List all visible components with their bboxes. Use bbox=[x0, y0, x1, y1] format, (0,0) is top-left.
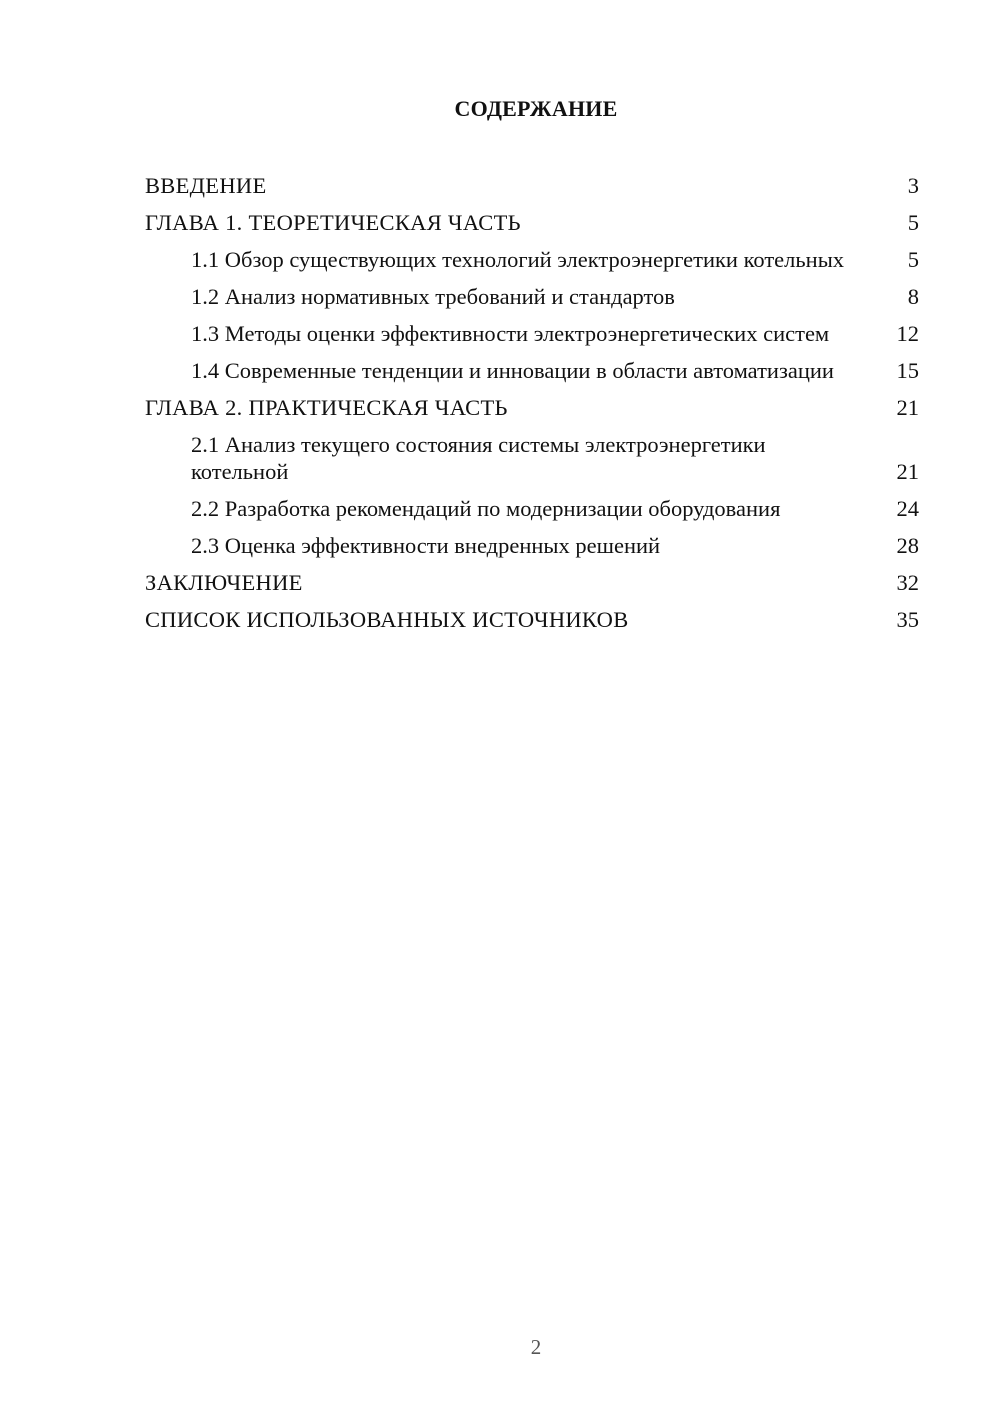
toc-item-references[interactable] bbox=[145, 606, 919, 633]
toc-item-page: 28 bbox=[896, 533, 919, 558]
toc-item-section-1-2[interactable] bbox=[145, 283, 919, 310]
toc-item-label: ГЛАВА 1. ТЕОРЕТИЧЕСКАЯ ЧАСТЬ bbox=[145, 210, 521, 235]
toc-item-page: 3 bbox=[907, 173, 919, 198]
toc-item-section-2-1[interactable] bbox=[145, 431, 919, 485]
toc-item-label: ВВЕДЕНИЕ bbox=[145, 173, 267, 198]
toc-item-label: 1.1 Обзор существующих технологий электроэнергетики котельных bbox=[191, 247, 845, 272]
toc-item-label: 1.2 Анализ нормативных требований и стандартов bbox=[191, 284, 675, 309]
toc-item-section-2-3[interactable] bbox=[145, 532, 919, 559]
toc-item-chapter-1[interactable] bbox=[145, 209, 919, 236]
toc-item-page: 5 bbox=[907, 210, 919, 235]
toc-item-chapter-2[interactable] bbox=[145, 394, 919, 421]
page-title: СОДЕРЖАНИЕ bbox=[454, 96, 618, 121]
toc-item-label: ЗАКЛЮЧЕНИЕ bbox=[145, 570, 303, 595]
toc-item-label: СПИСОК ИСПОЛЬЗОВАННЫХ ИСТОЧНИКОВ bbox=[145, 607, 629, 632]
toc-item-section-2-2[interactable] bbox=[145, 495, 919, 522]
toc-item-page: 32 bbox=[896, 570, 919, 595]
toc-item-label: 2.3 Оценка эффективности внедренных решений bbox=[191, 533, 661, 558]
toc-item-section-1-1[interactable] bbox=[145, 246, 919, 273]
toc-item-page: 8 bbox=[907, 284, 919, 309]
table-of-contents bbox=[145, 172, 919, 643]
toc-item-label: ГЛАВА 2. ПРАКТИЧЕСКАЯ ЧАСТЬ bbox=[145, 395, 508, 420]
toc-item-conclusion[interactable] bbox=[145, 569, 919, 596]
toc-item-page: 21 bbox=[896, 395, 919, 420]
toc-item-page: 15 bbox=[896, 358, 919, 383]
toc-item-label: 1.3 Методы оценки эффективности электроэнергетических систем bbox=[191, 321, 830, 346]
toc-item-label: 1.4 Современные тенденции и инновации в области автоматизации bbox=[191, 358, 834, 383]
toc-item-introduction[interactable] bbox=[145, 172, 919, 199]
toc-item-section-1-3[interactable] bbox=[145, 320, 919, 347]
toc-item-section-1-4[interactable] bbox=[145, 357, 919, 384]
toc-item-label: 2.1 Анализ текущего состояния системы электроэнергетики котельной bbox=[191, 432, 766, 484]
toc-item-page: 35 bbox=[896, 607, 919, 632]
toc-item-label: 2.2 Разработка рекомендаций по модернизации оборудования bbox=[191, 496, 781, 521]
toc-item-page: 12 bbox=[896, 321, 919, 346]
page-number: 2 bbox=[530, 1335, 542, 1359]
toc-item-page: 24 bbox=[896, 496, 919, 521]
toc-item-page: 21 bbox=[896, 459, 919, 484]
toc-item-page: 5 bbox=[907, 247, 919, 272]
